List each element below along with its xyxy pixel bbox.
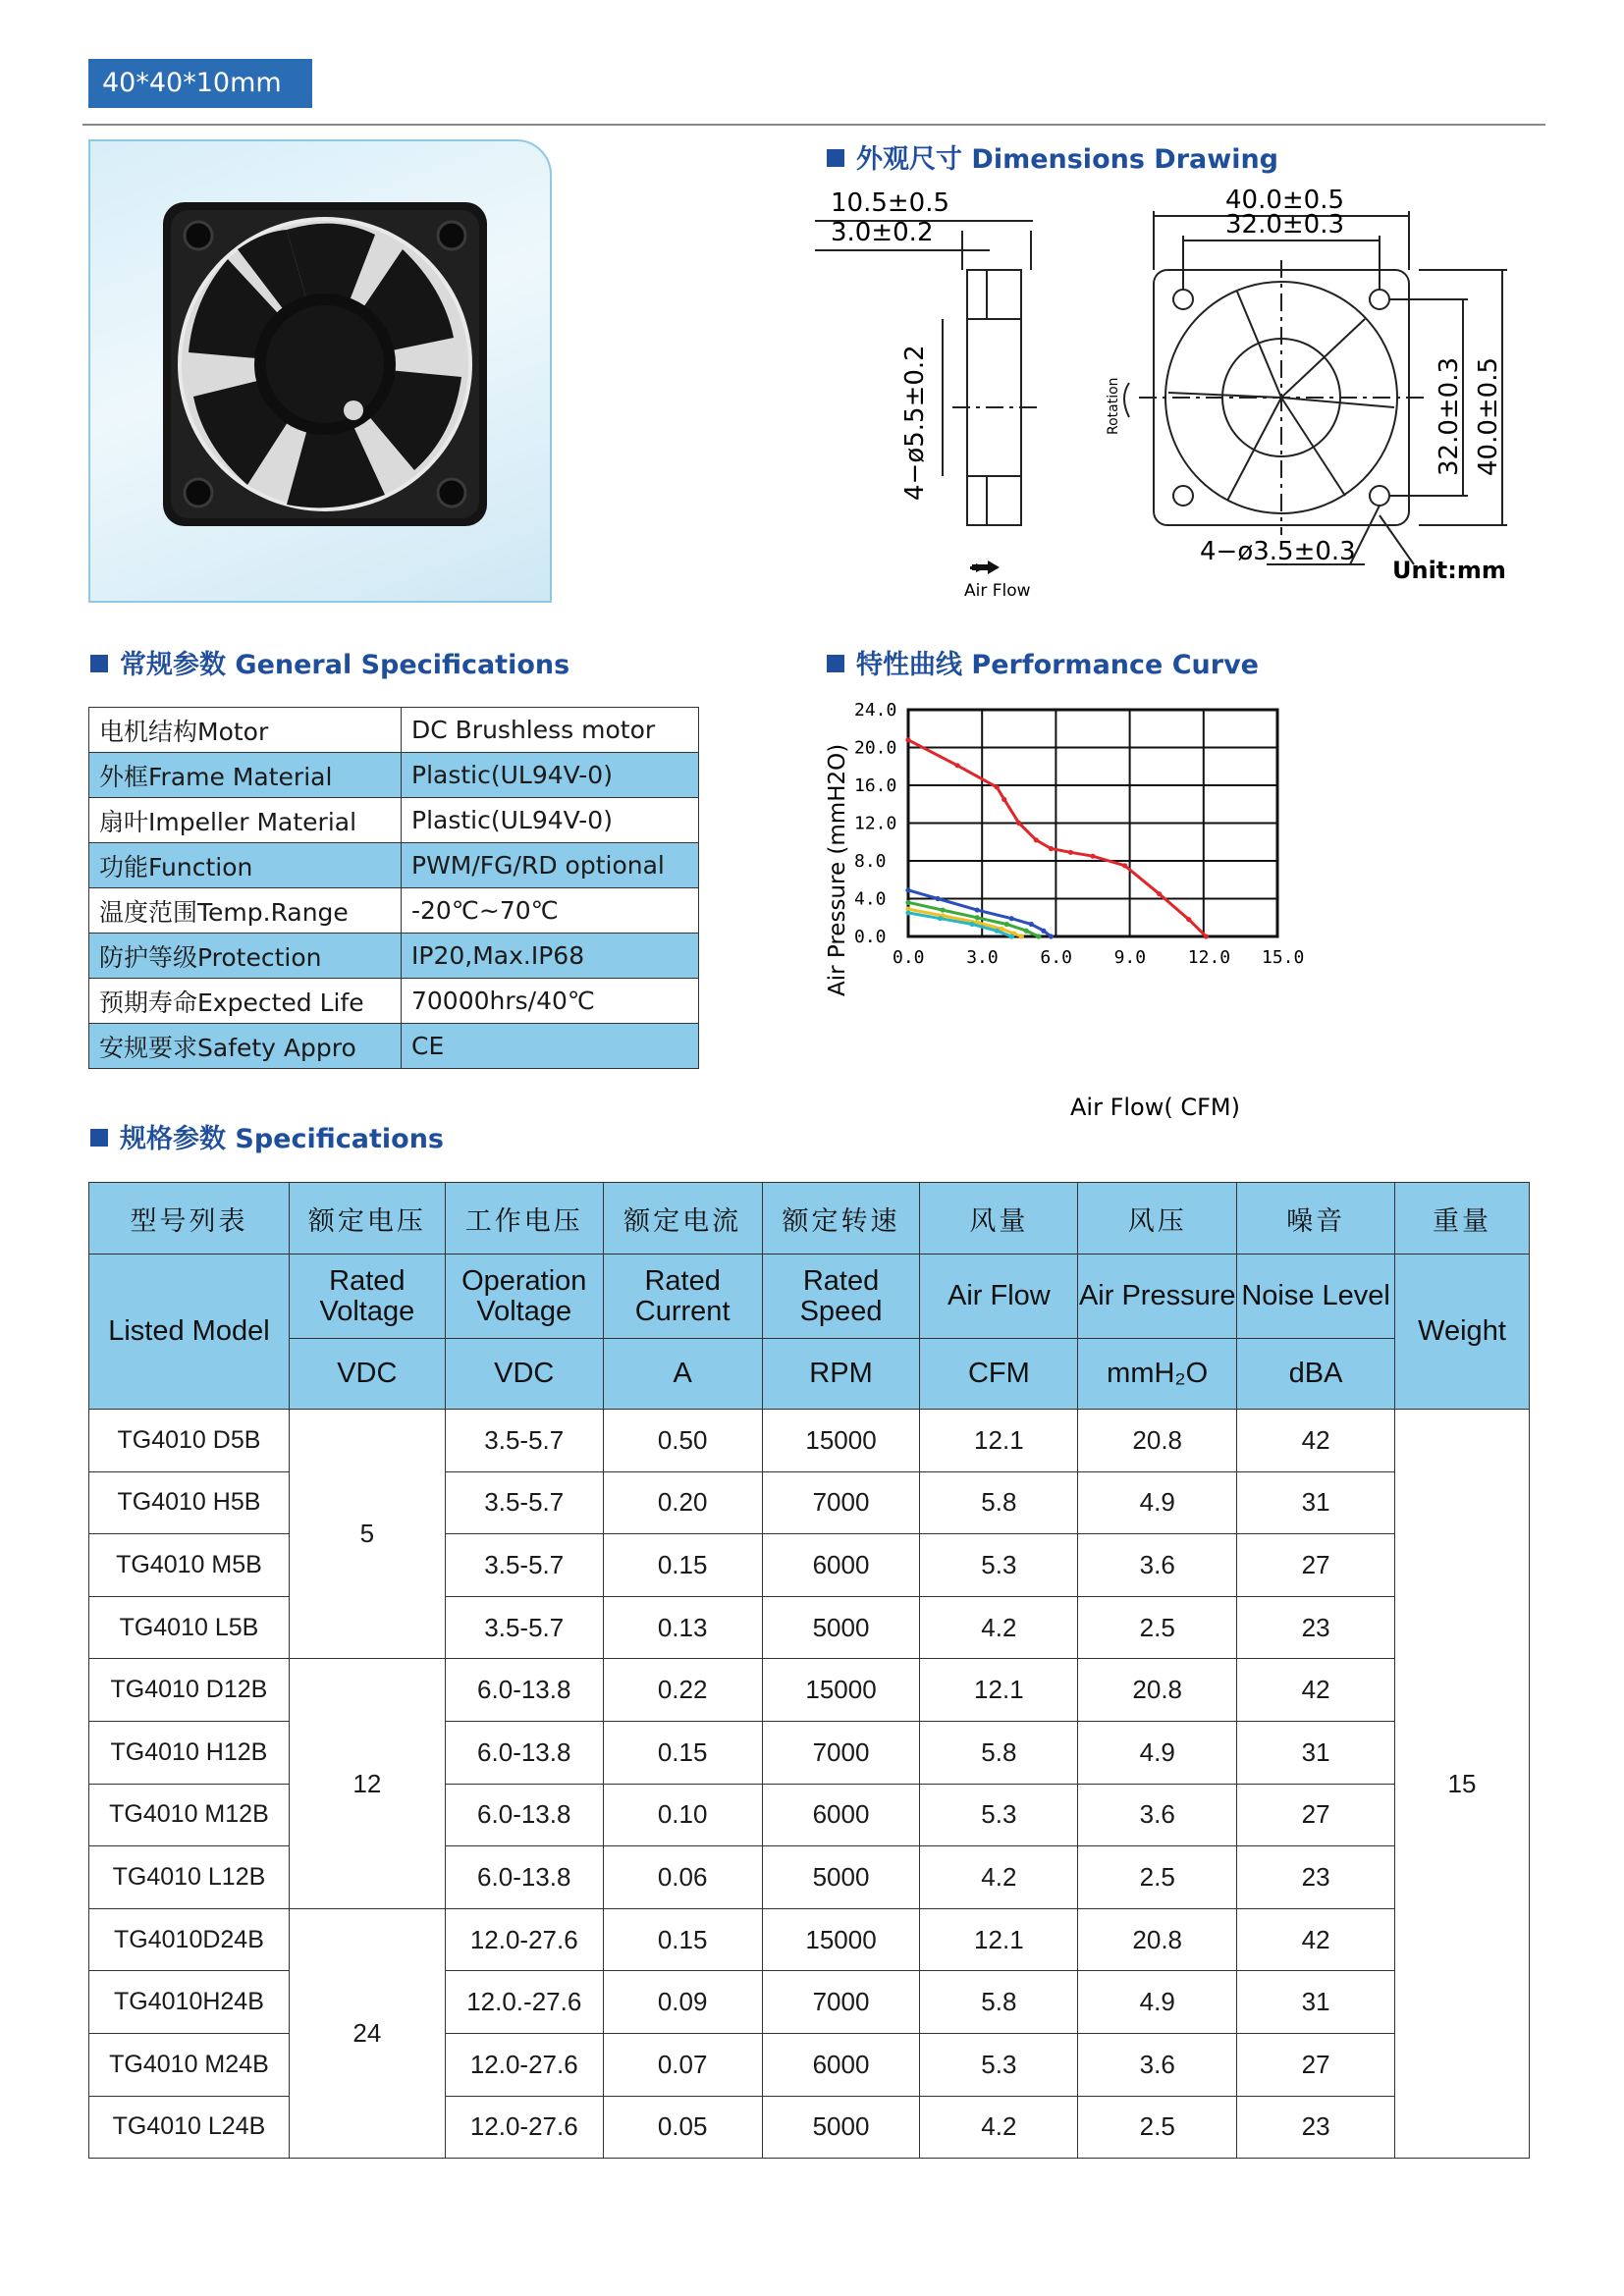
dimensions-heading-cn: 外观尺寸 (856, 144, 962, 175)
rated-current-cell: 0.05 (603, 2096, 762, 2159)
header-cn: 噪音 (1237, 1183, 1395, 1255)
model-cell: TG4010D24B (89, 1908, 290, 1971)
chart-x-tick: 6.0 (1040, 947, 1072, 968)
noise-cell: 23 (1237, 1846, 1395, 1909)
chart-point (905, 900, 910, 905)
rated-speed-cell: 5000 (762, 2096, 920, 2159)
header-cn: 型号列表 (89, 1183, 290, 1255)
chart-point (995, 784, 1000, 789)
table-row (89, 1410, 1530, 1472)
header-noise-level: Noise Level (1237, 1255, 1395, 1339)
general-spec-value: 70000hrs/40℃ (402, 979, 699, 1024)
rated-voltage-cell: 24 (289, 1908, 445, 2158)
chart-point (1009, 916, 1014, 921)
operation-voltage-cell: 6.0-13.8 (445, 1659, 603, 1722)
rated-speed-cell: 15000 (762, 1908, 920, 1971)
rated-current-cell: 0.20 (603, 1471, 762, 1534)
air-flow-cell: 12.1 (920, 1410, 1078, 1472)
dim-front-inner: 32.0±0.3 (1225, 210, 1345, 240)
header-cn: 额定电压 (289, 1183, 445, 1255)
performance-heading-cn: 特性曲线 (856, 650, 962, 680)
rated-current-cell: 0.15 (603, 1908, 762, 1971)
chart-point (1024, 929, 1029, 934)
chart-x-tick: 12.0 (1187, 947, 1231, 968)
header-cn: 风量 (920, 1183, 1078, 1255)
performance-heading (827, 643, 1259, 681)
bullet-square-icon (90, 1129, 108, 1147)
bullet-square-icon (90, 655, 108, 672)
general-spec-label: 安规要求Safety Appro (89, 1024, 402, 1069)
model-cell: TG4010H24B (89, 1971, 290, 2034)
chart-ylabel: Air Pressure (mmH2O) (825, 743, 850, 996)
general-spec-label: 扇叶Impeller Material (89, 798, 402, 843)
noise-cell: 31 (1237, 1471, 1395, 1534)
performance-heading-en: Performance Curve (971, 650, 1259, 680)
chart-y-tick: 16.0 (854, 775, 897, 796)
air-flow-cell: 12.1 (920, 1908, 1078, 1971)
performance-chart (815, 692, 1443, 1144)
header-weight: Weight (1395, 1255, 1530, 1410)
rated-speed-cell: 6000 (762, 1534, 920, 1597)
general-spec-row (89, 798, 699, 843)
air-flow-cell: 5.3 (920, 1784, 1078, 1846)
rated-speed-cell: 7000 (762, 1721, 920, 1784)
general-spec-value: CE (402, 1024, 699, 1069)
general-spec-label: 外框Frame Material (89, 753, 402, 798)
rated-current-cell: 0.15 (603, 1534, 762, 1597)
general-spec-value: -20℃~70℃ (402, 888, 699, 934)
dimensions-heading (827, 137, 1278, 176)
general-spec-value: Plastic(UL94V-0) (402, 753, 699, 798)
header-cn: 额定电流 (603, 1183, 762, 1255)
air-pressure-cell: 4.9 (1078, 1971, 1237, 2034)
general-spec-label: 温度范围Temp.Range (89, 888, 402, 934)
general-spec-label: 功能Function (89, 843, 402, 888)
general-spec-row (89, 888, 699, 934)
model-cell: TG4010 L5B (89, 1596, 290, 1659)
chart-point (1004, 922, 1009, 927)
rated-speed-cell: 15000 (762, 1410, 920, 1472)
chart-point (1204, 934, 1209, 938)
chart-point (1049, 846, 1054, 851)
noise-cell: 23 (1237, 1596, 1395, 1659)
chart-point (975, 915, 980, 920)
chart-point (940, 907, 945, 912)
air-flow-cell: 5.8 (920, 1471, 1078, 1534)
general-spec-row (89, 934, 699, 979)
header-cn: 额定转速 (762, 1183, 920, 1255)
chart-point (975, 907, 980, 912)
noise-cell: 42 (1237, 1659, 1395, 1722)
general-spec-table (88, 707, 699, 1069)
chart-point (1029, 922, 1034, 927)
air-pressure-cell: 2.5 (1078, 1846, 1237, 1909)
model-cell: TG4010 M5B (89, 1534, 290, 1597)
operation-voltage-cell: 12.0-27.6 (445, 1908, 603, 1971)
specs-heading-cn: 规格参数 (120, 1124, 226, 1154)
product-photo (88, 139, 552, 603)
bullet-square-icon (827, 655, 844, 672)
unit-speed: RPM (762, 1339, 920, 1410)
size-tab: 40*40*10mm (88, 59, 312, 108)
rated-current-cell: 0.15 (603, 1721, 762, 1784)
noise-cell: 42 (1237, 1908, 1395, 1971)
operation-voltage-cell: 12.0-27.6 (445, 2096, 603, 2159)
header-cn: 重量 (1395, 1183, 1530, 1255)
chart-x-tick: 3.0 (966, 947, 999, 968)
header-rated-current: Rated Current (603, 1255, 762, 1339)
rated-current-cell: 0.07 (603, 2033, 762, 2096)
operation-voltage-cell: 3.5-5.7 (445, 1410, 603, 1472)
air-pressure-cell: 4.9 (1078, 1721, 1237, 1784)
rated-speed-cell: 5000 (762, 1846, 920, 1909)
general-heading-en: General Specifications (235, 650, 570, 680)
dimensions-heading-en: Dimensions Drawing (971, 144, 1279, 175)
general-spec-label: 预期寿命Expected Life (89, 979, 402, 1024)
air-flow-cell: 5.3 (920, 1534, 1078, 1597)
header-air-pressure: Air Pressure (1078, 1255, 1237, 1339)
unit-pressure: mmH₂O (1078, 1339, 1237, 1410)
chart-point (935, 896, 940, 901)
rated-current-cell: 0.50 (603, 1410, 762, 1472)
header-cn: 工作电压 (445, 1183, 603, 1255)
chart-point (995, 929, 1000, 934)
chart-point (905, 887, 910, 892)
chart-point (938, 916, 943, 921)
chart-point (1186, 917, 1191, 922)
operation-voltage-cell: 6.0-13.8 (445, 1784, 603, 1846)
air-flow-cell: 5.8 (920, 1971, 1078, 2034)
header-rated-voltage: Rated Voltage (289, 1255, 445, 1339)
chart-point (1090, 854, 1095, 859)
dim-mount-holes: 4−ø3.5±0.3 (1200, 537, 1356, 566)
model-cell: TG4010 L12B (89, 1846, 290, 1909)
noise-cell: 23 (1237, 2096, 1395, 2159)
operation-voltage-cell: 6.0-13.8 (445, 1721, 603, 1784)
dim-front-outer: 40.0±0.5 (1225, 186, 1345, 215)
general-spec-value: Plastic(UL94V-0) (402, 798, 699, 843)
model-cell: TG4010 D5B (89, 1410, 290, 1472)
unit-label: Unit:mm (1392, 557, 1506, 584)
general-spec-row (89, 1024, 699, 1069)
air-pressure-cell: 3.6 (1078, 1534, 1237, 1597)
table-row (89, 1659, 1530, 1722)
model-cell: TG4010 L24B (89, 2096, 290, 2159)
rotation-label: Rotation (1106, 377, 1121, 435)
rated-speed-cell: 6000 (762, 1784, 920, 1846)
rated-speed-cell: 7000 (762, 1971, 920, 2034)
air-flow-arrow-icon (972, 564, 988, 570)
bullet-square-icon (827, 149, 844, 167)
dim-side-frame: 3.0±0.2 (831, 218, 934, 247)
dimensions-drawing (815, 182, 1542, 614)
air-flow-cell: 4.2 (920, 2096, 1078, 2159)
air-pressure-cell: 3.6 (1078, 1784, 1237, 1846)
noise-cell: 27 (1237, 1784, 1395, 1846)
noise-cell: 31 (1237, 1721, 1395, 1784)
unit-noise: dBA (1237, 1339, 1395, 1410)
operation-voltage-cell: 12.0.-27.6 (445, 1971, 603, 2034)
rated-current-cell: 0.13 (603, 1596, 762, 1659)
rated-current-cell: 0.22 (603, 1659, 762, 1722)
air-pressure-cell: 2.5 (1078, 1596, 1237, 1659)
header-air-flow: Air Flow (920, 1255, 1078, 1339)
rated-current-cell: 0.09 (603, 1971, 762, 2034)
model-cell: TG4010 D12B (89, 1659, 290, 1722)
air-pressure-cell: 20.8 (1078, 1410, 1237, 1472)
chart-x-tick: 9.0 (1113, 947, 1147, 968)
general-spec-label: 电机结构Motor (89, 708, 402, 753)
general-spec-row (89, 753, 699, 798)
table-row (89, 1908, 1530, 1971)
operation-voltage-cell: 6.0-13.8 (445, 1846, 603, 1909)
operation-voltage-cell: 12.0-27.6 (445, 2033, 603, 2096)
chart-point (1068, 850, 1073, 855)
header-listed-model: Listed Model (89, 1255, 290, 1410)
general-spec-row (89, 979, 699, 1024)
rated-current-cell: 0.10 (603, 1784, 762, 1846)
air-pressure-cell: 4.9 (1078, 1471, 1237, 1534)
header-rule (82, 124, 1545, 126)
chart-point (955, 763, 960, 768)
air-pressure-cell: 2.5 (1078, 2096, 1237, 2159)
noise-cell: 27 (1237, 1534, 1395, 1597)
rated-current-cell: 0.06 (603, 1846, 762, 1909)
chart-y-tick: 20.0 (854, 737, 897, 759)
rated-speed-cell: 7000 (762, 1471, 920, 1534)
weight-cell: 15 (1395, 1410, 1530, 2159)
noise-cell: 27 (1237, 2033, 1395, 2096)
chart-point (1019, 934, 1024, 938)
air-pressure-cell: 3.6 (1078, 2033, 1237, 2096)
general-spec-value: PWM/FG/RD optional (402, 843, 699, 888)
rated-speed-cell: 5000 (762, 1596, 920, 1659)
air-pressure-cell: 20.8 (1078, 1908, 1237, 1971)
rated-voltage-cell: 12 (289, 1659, 445, 1908)
chart-point (1041, 929, 1046, 934)
header-operation-voltage: Operation Voltage (445, 1255, 603, 1339)
general-spec-value: IP20,Max.IP68 (402, 934, 699, 979)
model-cell: TG4010 M12B (89, 1784, 290, 1846)
chart-x-tick: 15.0 (1262, 947, 1305, 968)
unit-current: A (603, 1339, 762, 1410)
unit-operation: VDC (445, 1339, 603, 1410)
chart-xlabel: Air Flow( CFM) (1070, 1094, 1240, 1121)
dim-right-inner: 32.0±0.3 (1435, 356, 1464, 476)
air-flow-cell: 5.8 (920, 1721, 1078, 1784)
header-cn: 风压 (1078, 1183, 1237, 1255)
air-flow-cell: 4.2 (920, 1846, 1078, 1909)
air-flow-cell: 12.1 (920, 1659, 1078, 1722)
model-cell: TG4010 H5B (89, 1471, 290, 1534)
general-spec-label: 防护等级Protection (89, 934, 402, 979)
chart-point (1122, 863, 1127, 868)
rated-voltage-cell: 5 (289, 1410, 445, 1659)
general-spec-heading (90, 643, 569, 681)
model-cell: TG4010 H12B (89, 1721, 290, 1784)
chart-point (1036, 934, 1041, 938)
dim-side-width: 10.5±0.5 (831, 188, 950, 218)
operation-voltage-cell: 3.5-5.7 (445, 1471, 603, 1534)
chart-x-tick: 0.0 (893, 947, 925, 968)
air-flow-cell: 4.2 (920, 1596, 1078, 1659)
general-spec-value: DC Brushless motor (402, 708, 699, 753)
chart-y-tick: 0.0 (854, 927, 887, 947)
model-cell: TG4010 M24B (89, 2033, 290, 2096)
air-pressure-cell: 20.8 (1078, 1659, 1237, 1722)
specs-table (88, 1182, 1530, 2159)
dim-side-holes: 4−ø5.5±0.2 (900, 345, 930, 501)
dim-right-outer: 40.0±0.5 (1474, 356, 1503, 476)
specs-heading-en: Specifications (235, 1124, 444, 1154)
chart-point (1001, 797, 1006, 802)
general-spec-row (89, 708, 699, 753)
chart-point (1157, 891, 1162, 896)
specs-heading (90, 1117, 444, 1155)
header-rated-speed: Rated Speed (762, 1255, 920, 1339)
chart-point (1034, 837, 1039, 842)
air-flow-cell: 5.3 (920, 2033, 1078, 2096)
noise-cell: 42 (1237, 1410, 1395, 1472)
operation-voltage-cell: 3.5-5.7 (445, 1596, 603, 1659)
general-heading-cn: 常规参数 (120, 650, 226, 680)
air-flow-label: Air Flow (964, 581, 1031, 601)
chart-point (970, 922, 975, 927)
chart-point (1016, 821, 1021, 826)
fan-illustration (90, 141, 550, 601)
chart-y-tick: 4.0 (854, 888, 887, 910)
chart-y-tick: 24.0 (854, 700, 897, 721)
unit-voltage: VDC (289, 1339, 445, 1410)
chart-point (905, 737, 910, 742)
operation-voltage-cell: 3.5-5.7 (445, 1534, 603, 1597)
noise-cell: 31 (1237, 1971, 1395, 2034)
chart-point (1009, 934, 1014, 938)
rated-speed-cell: 15000 (762, 1659, 920, 1722)
chart-y-tick: 12.0 (854, 813, 897, 834)
chart-point (1049, 934, 1054, 938)
chart-point (905, 910, 910, 915)
chart-y-tick: 8.0 (854, 851, 887, 872)
general-spec-row (89, 843, 699, 888)
unit-flow: CFM (920, 1339, 1078, 1410)
rated-speed-cell: 6000 (762, 2033, 920, 2096)
